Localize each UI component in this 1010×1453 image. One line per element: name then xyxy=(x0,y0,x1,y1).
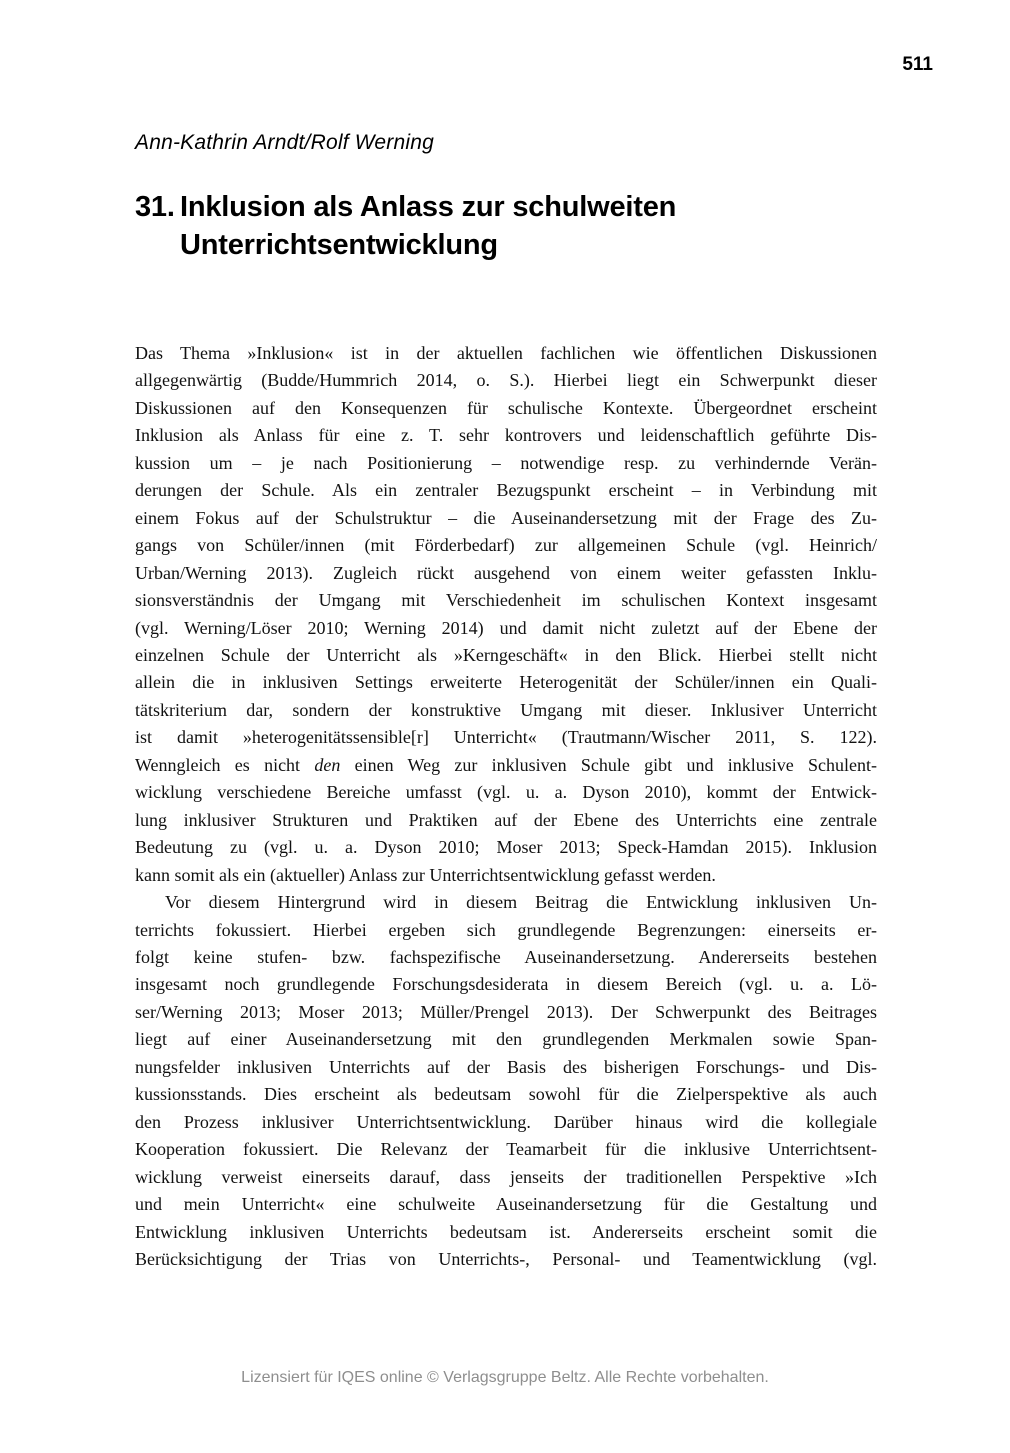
text-line: allgegenwärtig (Budde/Hummrich 2014, o. S.). Hierbei liegt ein Schwerpunkt dieser xyxy=(135,370,877,391)
text-line: und mein Unterricht« eine schulweite Auseinandersetzung für die Gestaltung und xyxy=(135,1194,877,1215)
text-line: lung inklusiver Strukturen und Praktiken auf der Ebene des Unterrichts eine zentrale xyxy=(135,809,877,830)
text-line: kann somit als ein (aktueller) Anlass zur Unterrichtsentwicklung gefasst werden. xyxy=(135,864,716,885)
text-line: gangs von Schüler/innen (mit Förderbedarf) zur allgemeinen Schule (vgl. Heinrich/ xyxy=(135,535,877,556)
text-line: Kooperation fokussiert. Die Relevanz der Teamarbeit für die inklusive Unterrichtsent- xyxy=(135,1139,877,1160)
text-line: (vgl. Werning/Löser 2010; Werning 2014) und damit nicht zuletzt auf der Ebene der xyxy=(135,617,877,638)
text-line: kussionsstands. Dies erscheint als bedeutsam sowohl für die Zielperspektive als auch xyxy=(135,1084,877,1105)
text-line: Entwicklung inklusiven Unterrichts bedeutsam ist. Andererseits erscheint somit die xyxy=(135,1221,877,1242)
text-line: wicklung verschiedene Bereiche umfasst (vgl. u. a. Dyson 2010), kommt der Entwick- xyxy=(135,782,877,803)
text-line: insgesamt noch grundlegende Forschungsdesiderata in diesem Bereich (vgl. u. a. Lö- xyxy=(135,974,877,995)
text-line: Inklusion als Anlass für eine z. T. sehr kontrovers und leidenschaftlich geführte Dis- xyxy=(135,425,877,446)
body-text xyxy=(135,340,877,1273)
text-line: folgt keine stufen- bzw. fachspezifische Auseinandersetzung. Andererseits bestehen xyxy=(135,946,877,967)
text-line: einem Fokus auf der Schulstruktur – die Auseinandersetzung mit der Frage des Zu- xyxy=(135,507,877,528)
text-line: allein die in inklusiven Settings erweiterte Heterogenität der Schüler/innen ein Quali- xyxy=(135,672,877,693)
license-footer: Lizensiert für IQES online © Verlagsgruppe Beltz. Alle Rechte vorbehalten. xyxy=(241,1369,769,1386)
text-line: Bedeutung zu (vgl. u. a. Dyson 2010; Moser 2013; Speck-Hamdan 2015). Inklusion xyxy=(135,837,877,858)
text-line: wicklung verweist einerseits darauf, dass jenseits der traditionellen Perspektive »Ich xyxy=(135,1166,877,1187)
text-line: Berücksichtigung der Trias von Unterrichts-, Personal- und Teamentwicklung (vgl. xyxy=(135,1248,877,1269)
text-line: liegt auf einer Auseinandersetzung mit den grundlegenden Merkmalen sowie Span- xyxy=(135,1029,877,1050)
text-line: nungsfelder inklusiven Unterrichts auf der Basis des bisherigen Forschungs- und Dis- xyxy=(135,1056,877,1077)
chapter-title-line1: Inklusion als Anlass zur schulweiten xyxy=(180,191,677,223)
text-line: den Prozess inklusiver Unterrichtsentwicklung. Darüber hinaus wird die kollegiale xyxy=(135,1111,877,1132)
text-line: Urban/Werning 2013). Zugleich rückt ausgehend von einem weiter gefassten Inklu- xyxy=(135,562,877,583)
text-line: terrichts fokussiert. Hierbei ergeben sich grundlegende Begrenzungen: einerseits er- xyxy=(135,919,877,940)
text-line: sionsverständnis der Umgang mit Verschiedenheit im schulischen Kontext insgesamt xyxy=(135,590,877,611)
author-line: Ann-Kathrin Arndt/Rolf Werning xyxy=(135,131,434,154)
page-number: 511 xyxy=(902,54,933,75)
text-line: tätskriterium dar, sondern der konstruktive Umgang mit dieser. Inklusiver Unterricht xyxy=(135,699,877,720)
text-line: einzelnen Schule der Unterricht als »Kerngeschäft« in den Blick. Hierbei stellt nicht xyxy=(135,644,877,665)
chapter-title-line2: Unterrichtsentwicklung xyxy=(180,229,498,261)
text-line: ist damit »heterogenitätssensible[r] Unterricht« (Trautmann/Wischer 2011, S. 122). xyxy=(135,727,877,748)
text-line: Vor diesem Hintergrund wird in diesem Beitrag die Entwicklung inklusiven Un- xyxy=(165,892,877,913)
chapter-title xyxy=(180,188,895,264)
text-line: Das Thema »Inklusion« ist in der aktuellen fachlichen wie öffentlichen Diskussionen xyxy=(135,343,877,363)
text-line: kussion um – je nach Positionierung – notwendige resp. zu verhindernde Verän- xyxy=(135,452,877,473)
text-line: derungen der Schule. Als ein zentraler Bezugspunkt erscheint – in Verbindung mit xyxy=(135,480,877,501)
chapter-number: 31. xyxy=(135,191,175,223)
text-line: Wenngleich es nicht den einen Weg zur inklusiven Schule gibt und inklusive Schulent- xyxy=(135,754,877,775)
text-line: Diskussionen auf den Konsequenzen für schulische Kontexte. Übergeordnet erscheint xyxy=(135,397,877,418)
chapter-heading xyxy=(135,188,895,264)
text-line: ser/Werning 2013; Moser 2013; Müller/Prengel 2013). Der Schwerpunkt des Beitrages xyxy=(135,1001,877,1022)
